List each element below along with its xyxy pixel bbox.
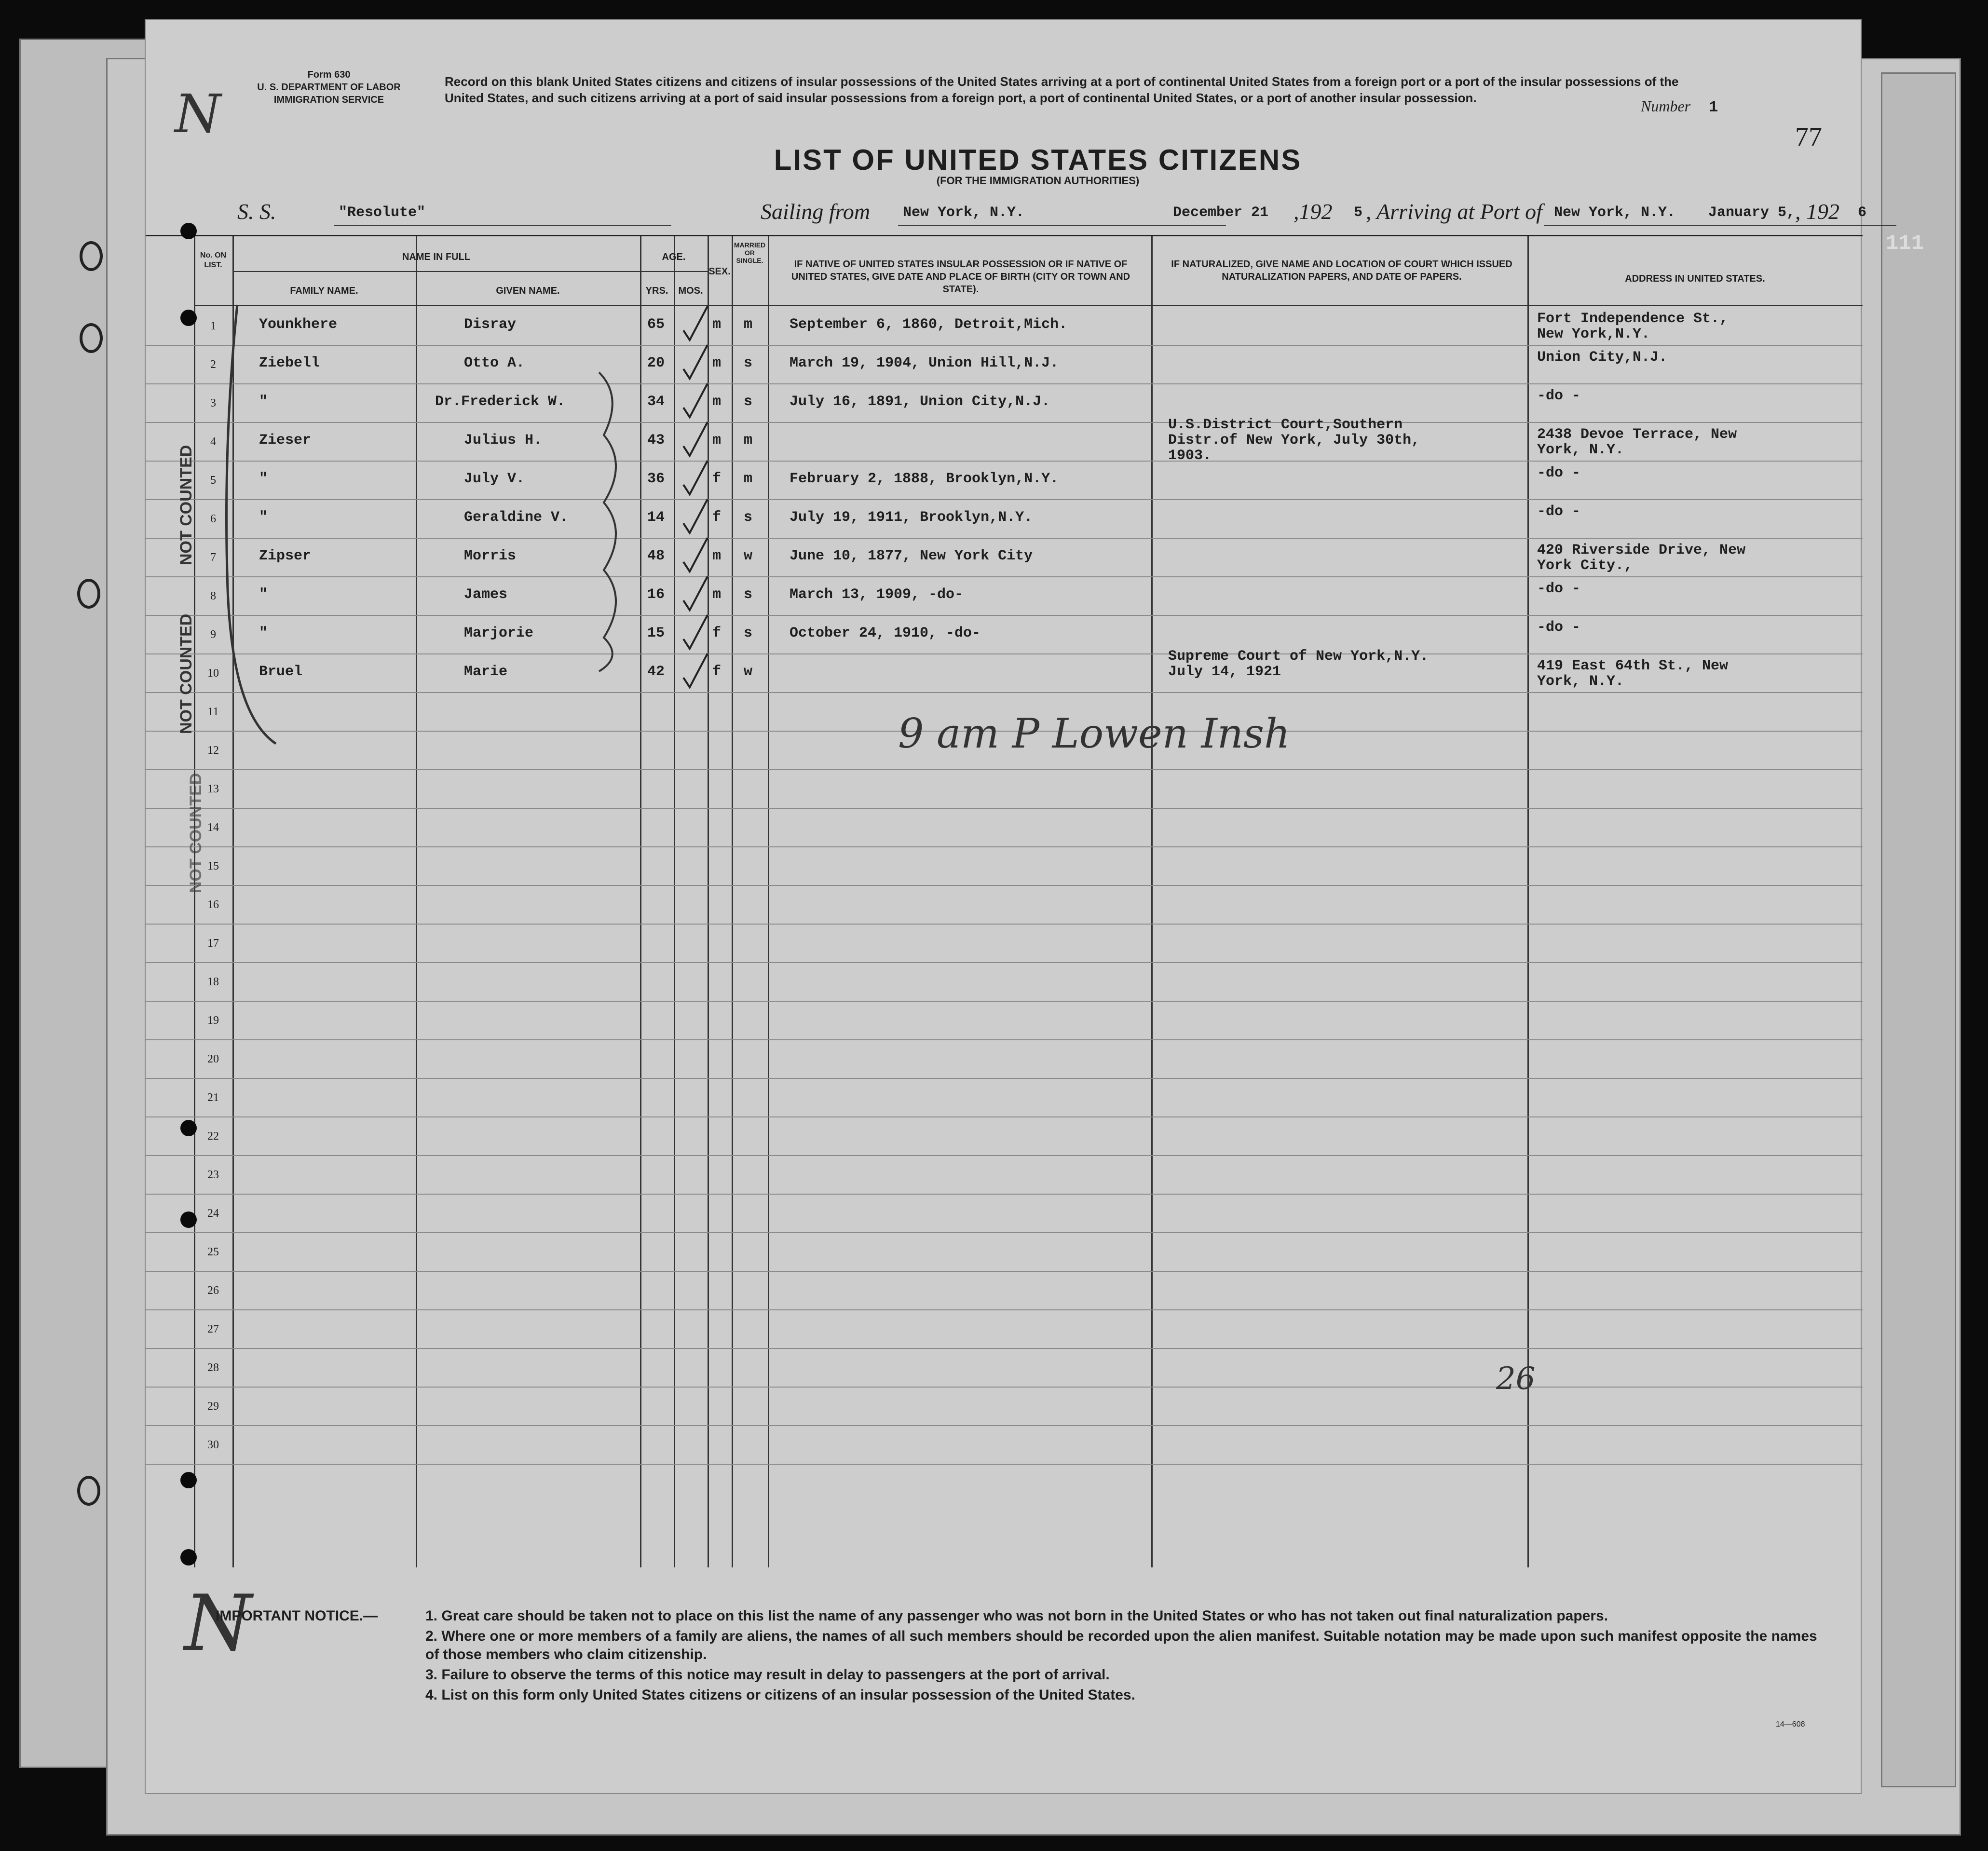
- year-suffix-1: 5: [1354, 204, 1363, 221]
- punch-hole: [180, 1120, 197, 1136]
- col-family-name: FAMILY NAME.: [290, 286, 358, 296]
- family-name-cell: Ziebell: [259, 355, 320, 371]
- check-mark-icon: [681, 533, 710, 576]
- notice-item-2: 2. Where one or more members of a family are aliens, the names of all such members should be recorded upon the alien manifest. Suitable notation may be made upon such manifest opposite the names of those members who claim citizenship.: [425, 1628, 1817, 1662]
- row-number: 9: [210, 628, 216, 641]
- marital-status-cell: s: [744, 586, 753, 603]
- address-cell: 2438 Devoe Terrace, New York, N.Y.: [1537, 426, 1737, 458]
- col-native: IF NATIVE OF UNITED STATES INSULAR POSSESSION OR IF NATIVE OF UNITED STATES, GIVE DATE AND PLACE OF BIRTH (CITY OR TOWN AND STATE).: [791, 259, 1130, 295]
- number-value: 1: [1709, 98, 1718, 116]
- row-rule: [146, 1039, 1863, 1040]
- row-rule: [146, 808, 1863, 809]
- row-rule: [146, 1116, 1863, 1117]
- row-number: 2: [210, 358, 216, 371]
- page-title: LIST OF UNITED STATES CITIZENS: [774, 144, 1302, 176]
- ship-name: "Resolute": [339, 204, 426, 221]
- marital-status-cell: s: [744, 394, 753, 410]
- sex-cell: f: [712, 625, 722, 641]
- sex-cell: m: [712, 432, 722, 449]
- port-from: New York, N.Y.: [903, 204, 1025, 221]
- notice-item-4: 4. List on this form only United States citizens or citizens of an insular possession of the United States.: [425, 1687, 1135, 1703]
- row-rule: [146, 769, 1863, 770]
- row-rule: [146, 1232, 1863, 1233]
- birth-cell: September 6, 1860, Detroit,Mich.: [790, 316, 1068, 333]
- address-cell: Union City,N.J.: [1537, 349, 1668, 366]
- marital-status-cell: m: [744, 471, 753, 487]
- row-number: 1: [210, 320, 216, 332]
- departure-date: December 21: [1173, 204, 1269, 221]
- col-mos: MOS.: [678, 286, 703, 296]
- col-no-on-list: No. ON LIST.: [200, 251, 227, 269]
- underlying-page-right: [1881, 72, 1956, 1787]
- punch-hole: [180, 223, 197, 239]
- notice-item-3: 3. Failure to observe the terms of this notice may result in delay to passengers at the port of arrival.: [425, 1667, 1110, 1683]
- row-number: 11: [207, 706, 219, 718]
- family-brace: [589, 367, 642, 676]
- marital-status-cell: s: [744, 625, 753, 641]
- given-name-cell: Julius H.: [464, 432, 543, 449]
- sex-cell: f: [712, 471, 722, 487]
- family-name-cell: ": [259, 509, 268, 526]
- birth-cell: June 10, 1877, New York City: [790, 548, 1033, 564]
- row-number: 7: [210, 551, 216, 564]
- given-name-cell: July V.: [464, 471, 525, 487]
- check-mark-icon: [681, 456, 710, 499]
- department: U. S. DEPARTMENT OF LABOR: [257, 82, 401, 93]
- row-number: 16: [207, 898, 219, 911]
- age-years-cell: 15: [647, 625, 665, 641]
- birth-cell: February 2, 1888, Brooklyn,N.Y.: [790, 471, 1059, 487]
- row-number: 22: [207, 1130, 219, 1143]
- family-name-cell: Zieser: [259, 432, 312, 449]
- sex-cell: m: [712, 548, 722, 564]
- col-sex: SEX.: [708, 266, 731, 277]
- address-cell: -do -: [1537, 619, 1581, 636]
- row-number: 17: [207, 937, 219, 950]
- row-rule: [146, 1001, 1863, 1002]
- row-rule: [146, 962, 1863, 963]
- marital-status-cell: w: [744, 664, 753, 680]
- col-yrs: YRS.: [645, 286, 668, 296]
- row-rule: [146, 885, 1863, 886]
- marital-status-cell: m: [744, 316, 753, 333]
- initials-bottom: N: [184, 1578, 252, 1668]
- col-name-in-full: NAME IN FULL: [402, 252, 471, 262]
- service: IMMIGRATION SERVICE: [273, 95, 384, 105]
- year-suffix-2: 6: [1858, 204, 1867, 221]
- address-cell: -do -: [1537, 465, 1581, 481]
- marital-status-cell: m: [744, 432, 753, 449]
- row-number: 14: [207, 821, 219, 834]
- col-age: AGE.: [662, 252, 686, 262]
- row-number: 8: [210, 590, 216, 602]
- family-name-cell: ": [259, 625, 268, 641]
- address-cell: Fort Independence St., New York,N.Y.: [1537, 311, 1729, 342]
- punch-hole: [180, 1472, 197, 1488]
- sex-cell: f: [712, 509, 722, 526]
- row-rule: [146, 653, 1863, 654]
- row-rule: [146, 615, 1863, 616]
- row-rule: [146, 383, 1863, 384]
- row-number: 26: [207, 1284, 219, 1297]
- naturalization-cell: U.S.District Court,Southern Distr.of New York, July 30th, 1903.: [1168, 417, 1420, 464]
- check-mark-icon: [681, 610, 710, 653]
- check-mark-icon: [681, 494, 710, 538]
- col-naturalized: IF NATURALIZED, GIVE NAME AND LOCATION OF COURT WHICH ISSUED NATURALIZATION PAPERS, AND DATE OF PAPERS.: [1171, 259, 1512, 282]
- sex-cell: m: [712, 355, 722, 371]
- ss-label: S. S.: [237, 199, 276, 224]
- marital-status-cell: w: [744, 548, 753, 564]
- stamp-not-counted-1: NOT COUNTED: [177, 445, 195, 565]
- birth-cell: July 16, 1891, Union City,N.J.: [790, 394, 1050, 410]
- check-mark-icon: [681, 301, 710, 345]
- family-name-cell: Zipser: [259, 548, 312, 564]
- intro-text: Record on this blank United States citizens and citizens of insular possessions of the United States arriving at a port of continental United States from a foreign port or a port of the insular possessions of the United States, and such citizens arriving at a port of said insular possessions from a foreign port, a port of continental United States, or a port of another insular possession.: [445, 74, 1679, 105]
- row-number: 5: [210, 474, 216, 487]
- sex-cell: m: [712, 316, 722, 333]
- punch-hole: [180, 310, 197, 326]
- row-number: 27: [207, 1323, 219, 1335]
- punch-hole: [180, 1549, 197, 1565]
- bracket-mark: [218, 300, 314, 753]
- naturalization-cell: Supreme Court of New York,N.Y. July 14, 1921: [1168, 648, 1429, 680]
- binder-ring: [77, 579, 100, 609]
- row-rule: [146, 345, 1863, 346]
- birth-cell: July 19, 1911, Brooklyn,N.Y.: [790, 509, 1033, 526]
- given-name-cell: Morris: [464, 548, 517, 564]
- binder-ring: [77, 1476, 100, 1506]
- row-number: 20: [207, 1053, 219, 1065]
- row-number: 25: [207, 1246, 219, 1258]
- age-years-cell: 20: [647, 355, 665, 371]
- address-cell: -do -: [1537, 581, 1581, 597]
- birth-cell: October 24, 1910, -do-: [790, 625, 981, 641]
- row-number: 24: [207, 1207, 219, 1220]
- age-years-cell: 43: [647, 432, 665, 449]
- number-label: Number: [1641, 97, 1691, 115]
- marital-status-cell: s: [744, 509, 753, 526]
- voyage-line: [237, 199, 1867, 228]
- number-field: [1641, 97, 1718, 116]
- row-rule: [146, 461, 1863, 462]
- given-name-cell: Dr.Frederick W.: [435, 394, 566, 410]
- family-name-cell: ": [259, 586, 268, 603]
- stamp-not-counted-2: NOT COUNTED: [177, 613, 195, 734]
- form-code: 14—608: [1776, 1720, 1805, 1729]
- page-reference: 77: [1795, 122, 1822, 152]
- age-years-cell: 34: [647, 394, 665, 410]
- row-rule: [146, 499, 1863, 500]
- row-number: 28: [207, 1361, 219, 1374]
- year-prefix-1: ,192: [1294, 199, 1333, 224]
- given-name-cell: Marie: [464, 664, 508, 680]
- check-mark-icon: [681, 379, 710, 422]
- sailing-from-label: Sailing from: [761, 199, 871, 224]
- row-rule: [146, 1078, 1863, 1079]
- sex-cell: m: [712, 586, 722, 603]
- given-name-cell: Geraldine V.: [464, 509, 569, 526]
- birth-cell: March 19, 1904, Union Hill,N.J.: [790, 355, 1059, 371]
- row-number: 21: [207, 1091, 219, 1104]
- age-years-cell: 14: [647, 509, 665, 526]
- punch-hole: [180, 1211, 197, 1228]
- row-number: 23: [207, 1169, 219, 1181]
- address-cell: 420 Riverside Drive, New York City.,: [1537, 542, 1746, 574]
- family-name-cell: ": [259, 471, 268, 487]
- col-married-single: MARRIED OR SINGLE.: [734, 241, 766, 264]
- row-number: 6: [210, 513, 216, 525]
- count-note: 26: [1496, 1361, 1536, 1397]
- age-years-cell: 36: [647, 471, 665, 487]
- age-years-cell: 48: [647, 548, 665, 564]
- row-number: 19: [207, 1014, 219, 1027]
- side-number: 111: [1886, 231, 1924, 256]
- row-number: 15: [207, 860, 219, 872]
- row-rule: [146, 692, 1863, 693]
- row-rule: [146, 576, 1863, 577]
- age-years-cell: 42: [647, 664, 665, 680]
- check-mark-icon: [681, 340, 710, 383]
- passenger-table: [146, 235, 1863, 1567]
- col-address: ADDRESS IN UNITED STATES.: [1625, 273, 1765, 284]
- page-subtitle: (FOR THE IMMIGRATION AUTHORITIES): [936, 175, 1140, 187]
- row-number: 12: [207, 744, 219, 757]
- row-rule: [146, 1155, 1863, 1156]
- row-rule: [146, 538, 1863, 539]
- sex-cell: f: [712, 664, 722, 680]
- check-mark-icon: [681, 649, 710, 692]
- marital-status-cell: s: [744, 355, 753, 371]
- year-prefix-2: , 192: [1795, 199, 1839, 224]
- row-number: 4: [210, 436, 216, 448]
- form-number: Form 630: [307, 69, 351, 80]
- row-rule: [146, 846, 1863, 847]
- row-rule: [146, 1464, 1863, 1465]
- sex-cell: m: [712, 394, 722, 410]
- form-header: [257, 68, 401, 106]
- initials-top: N: [175, 83, 221, 145]
- address-cell: 419 East 64th St., New York, N.Y.: [1537, 658, 1729, 690]
- row-rule: [146, 422, 1863, 423]
- arrival-date: January 5,: [1708, 204, 1796, 221]
- row-rule: [146, 1387, 1863, 1388]
- row-number: 29: [207, 1400, 219, 1413]
- binder-ring: [80, 323, 103, 353]
- family-name-cell: Younkhere: [259, 316, 338, 333]
- manifest-page: [145, 19, 1867, 1794]
- given-name-cell: Marjorie: [464, 625, 534, 641]
- binder-ring: [80, 241, 103, 271]
- handwritten-note: 9 am P Lowen Insh: [898, 710, 1291, 757]
- given-name-cell: Otto A.: [464, 355, 525, 371]
- row-number: 18: [207, 976, 219, 988]
- age-years-cell: 16: [647, 586, 665, 603]
- notice-lead: IMPORTANT NOTICE.—: [216, 1608, 378, 1624]
- given-name-cell: James: [464, 586, 508, 603]
- check-mark-icon: [681, 572, 710, 615]
- row-rule: [146, 924, 1863, 925]
- address-cell: -do -: [1537, 504, 1581, 520]
- family-name-cell: Bruel: [259, 664, 303, 680]
- address-cell: -do -: [1537, 388, 1581, 404]
- row-number: 3: [210, 397, 216, 409]
- row-rule: [146, 1348, 1863, 1349]
- col-given-name: GIVEN NAME.: [496, 286, 560, 296]
- row-number: 13: [207, 783, 219, 795]
- row-number: 30: [207, 1439, 219, 1451]
- check-mark-icon: [681, 417, 710, 461]
- row-rule: [146, 1309, 1863, 1310]
- row-number: 10: [207, 667, 219, 680]
- row-rule: [146, 1425, 1863, 1426]
- age-years-cell: 65: [647, 316, 665, 333]
- arriving-label: , Arriving at Port of: [1366, 199, 1542, 224]
- birth-cell: March 13, 1909, -do-: [790, 586, 964, 603]
- stamp-not-counted-3: NOT COUNTED: [187, 773, 205, 893]
- port-arrival: New York, N.Y.: [1554, 204, 1676, 221]
- family-name-cell: ": [259, 394, 268, 410]
- row-rule: [146, 1194, 1863, 1195]
- given-name-cell: Disray: [464, 316, 517, 333]
- notice-item-1: 1. Great care should be taken not to place on this list the name of any passenger who was not born in the United States or who has not taken out final naturalization papers.: [425, 1608, 1608, 1624]
- row-rule: [146, 1271, 1863, 1272]
